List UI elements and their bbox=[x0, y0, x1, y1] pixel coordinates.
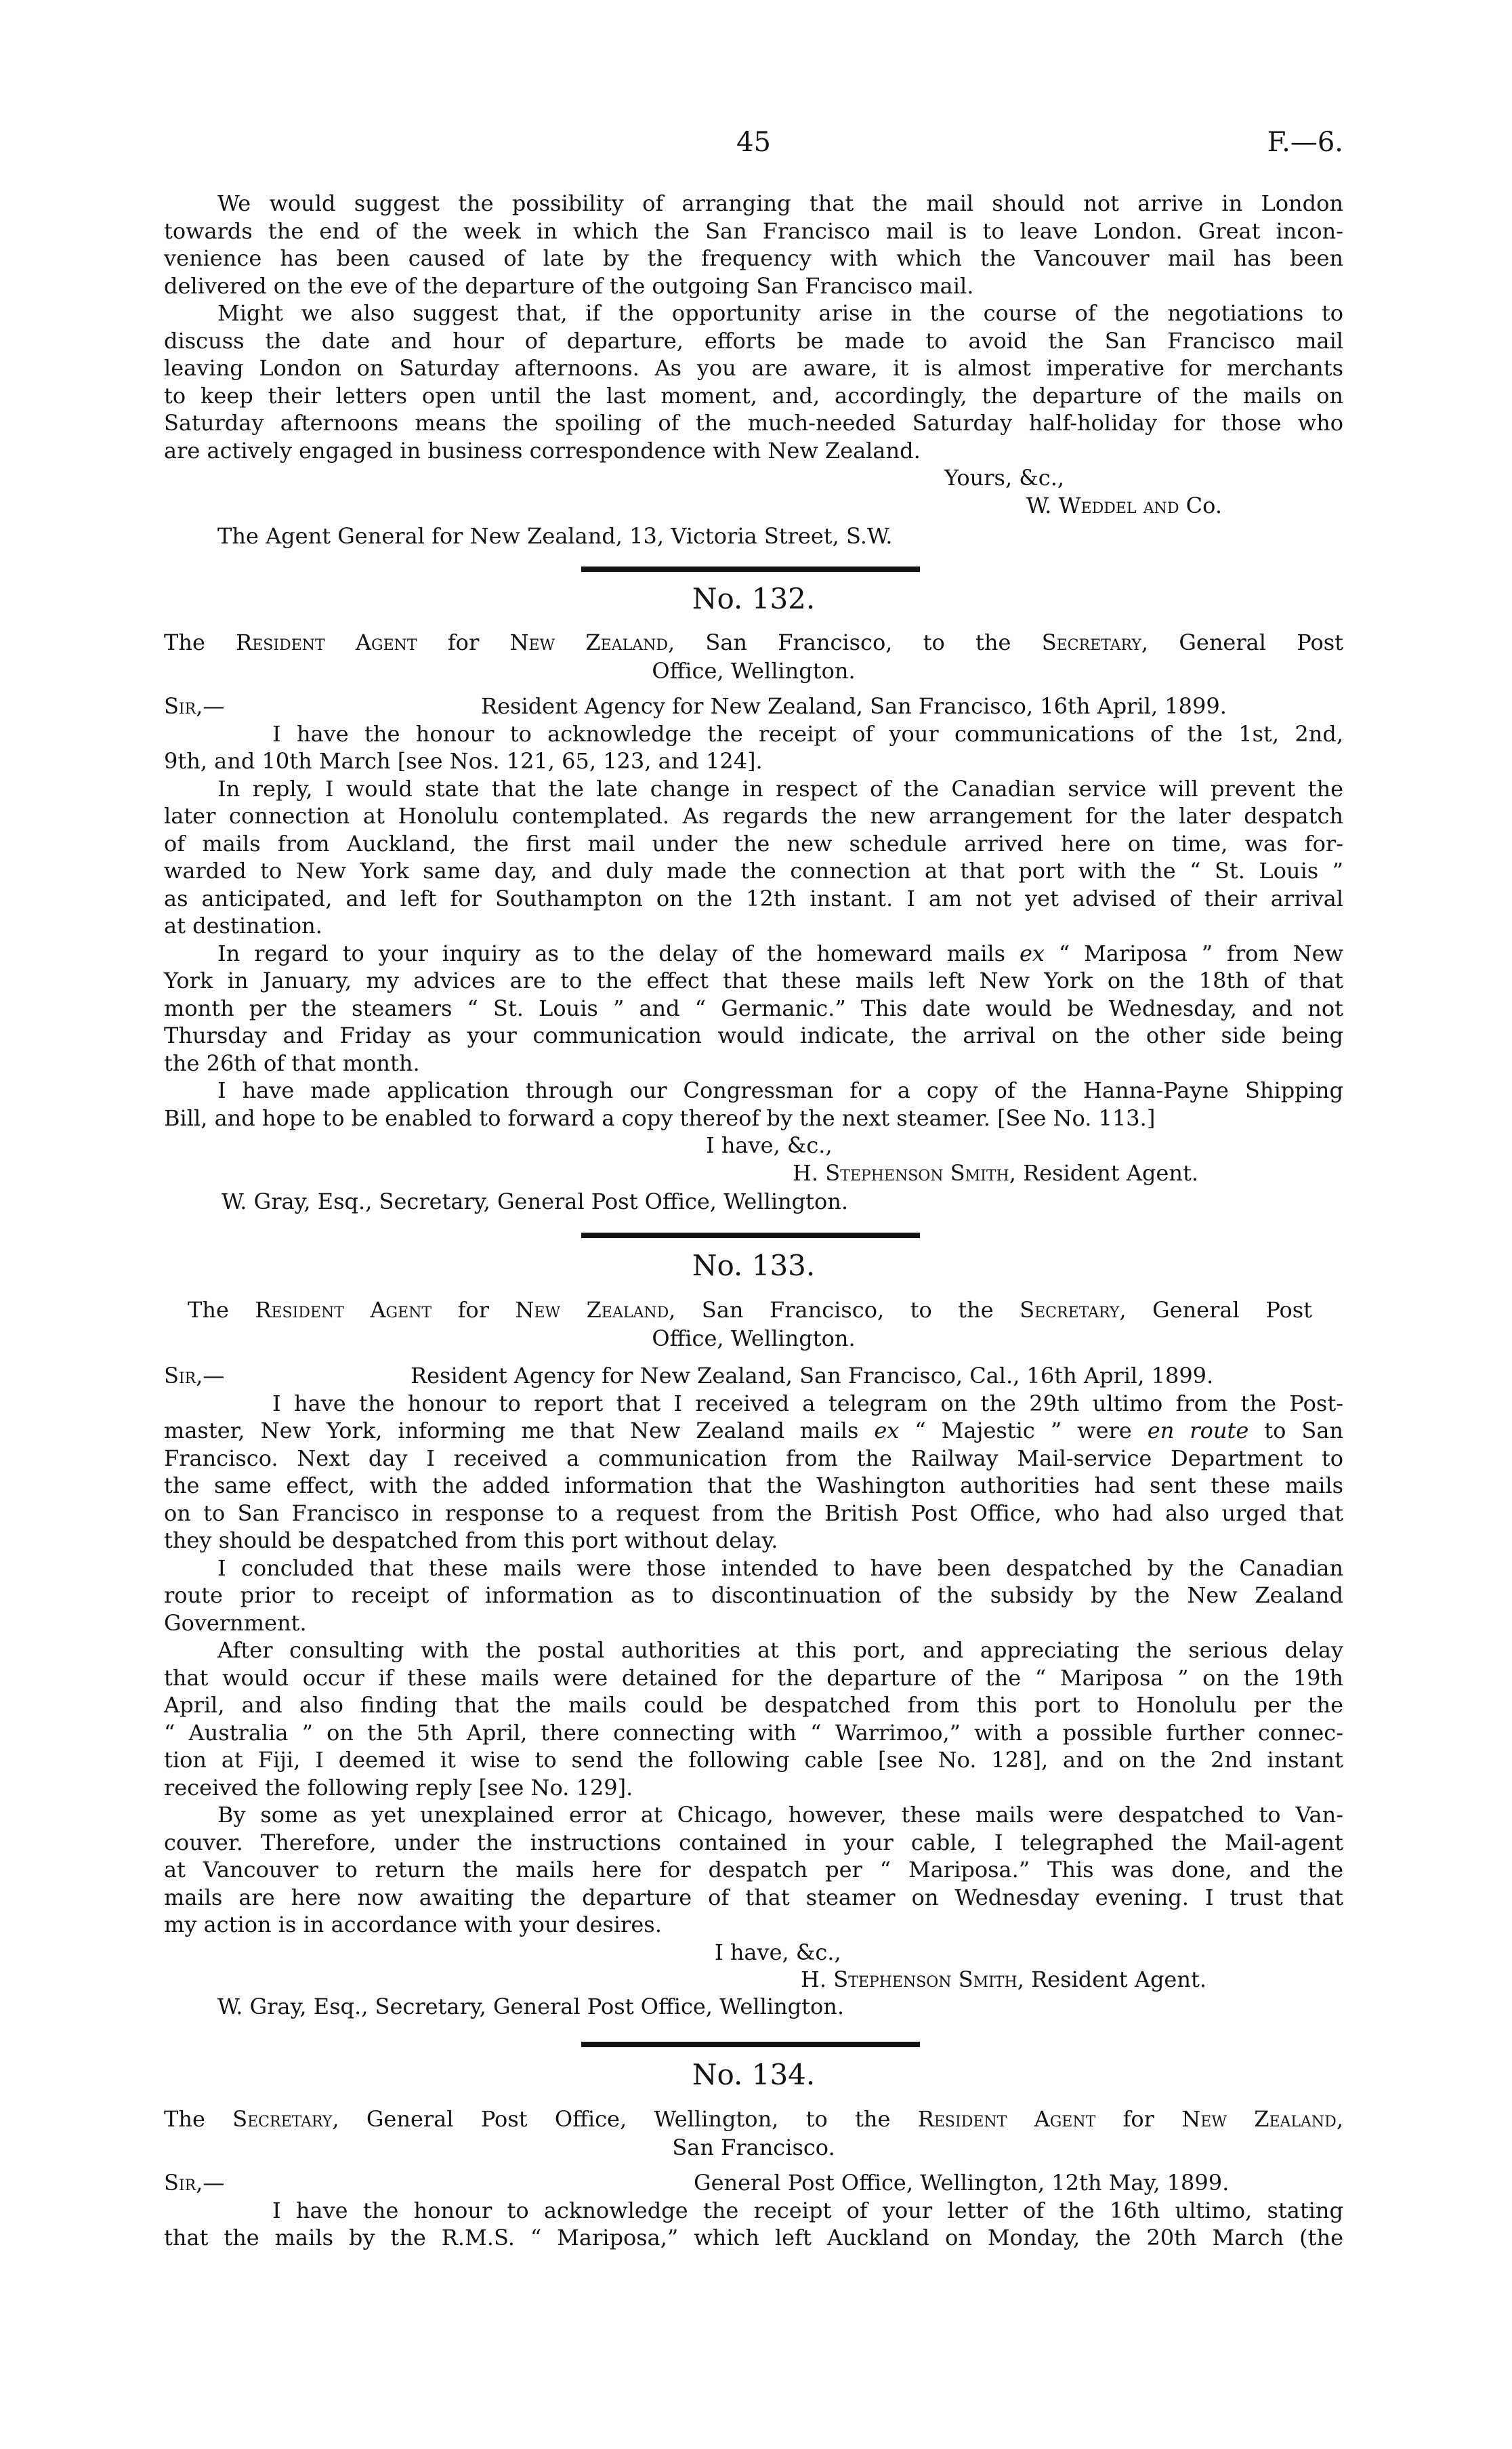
small-caps-text: Secretary bbox=[1020, 1297, 1120, 1323]
closing-line: I have, &c., bbox=[715, 1939, 841, 1965]
paragraph-line: Thursday and Friday as your communication would indicate, the arrival on the other side being bbox=[164, 1023, 1343, 1048]
paragraph-line: I have the honour to acknowledge the receipt of your communications of the 1st, 2nd, bbox=[272, 720, 1343, 747]
paragraph-line: discuss the date and hour of departure, efforts be made to avoid the San Francisco mail bbox=[164, 327, 1343, 354]
paragraph-line: Government. bbox=[164, 1609, 307, 1636]
closing-line: Yours, &c., bbox=[944, 465, 1065, 491]
italic-text: ex bbox=[874, 1418, 900, 1443]
paragraph-line: received the following reply [see No. 129]. bbox=[164, 1774, 633, 1800]
paragraph-line bbox=[164, 1417, 1343, 1444]
paragraph-line: I have the honour to report that I received a telegram on the 29th ultimo from the Post- bbox=[272, 1390, 1343, 1416]
small-caps-text: Resident Agent bbox=[255, 1297, 432, 1323]
paragraph-line: on to San Francisco in response to a request from the British Post Office, who had also urged that bbox=[164, 1500, 1343, 1526]
dateline: Resident Agency for New Zealand, San Francisco, Cal., 16th April, 1899. bbox=[411, 1363, 1214, 1388]
letter-heading-line: San Francisco. bbox=[672, 2135, 835, 2160]
text-segment: H. bbox=[793, 1159, 826, 1186]
text-segment: W. bbox=[1026, 492, 1059, 518]
small-caps-text: New Zealand bbox=[509, 630, 668, 655]
letter-heading-line bbox=[164, 2105, 1343, 2133]
paragraph-line: of mails from Auckland, the first mail under the new schedule arrived here on time, was for- bbox=[164, 830, 1343, 857]
text-segment: for bbox=[417, 630, 510, 655]
text-segment: The bbox=[164, 630, 236, 655]
dateline: General Post Office, Wellington, 12th May, 1899. bbox=[694, 2170, 1230, 2196]
paragraph-line: I have made application through our Congressman for a copy of the Hanna-Payne Shipping bbox=[217, 1077, 1343, 1103]
text-segment: to San bbox=[1248, 1418, 1344, 1443]
text-segment: ,— bbox=[196, 1363, 225, 1388]
letter-number: No. 132. bbox=[692, 582, 816, 615]
paragraph-line: By some as yet unexplained error at Chicago, however, these mails were despatched to Van- bbox=[217, 1802, 1343, 1828]
addressee: W. Gray, Esq., Secretary, General Post Office, Wellington. bbox=[217, 1994, 845, 2019]
paragraph-line: York in January, my advices are to the effect that these mails left New York on the 18th of that bbox=[164, 968, 1343, 993]
paragraph-line: Might we also suggest that, if the opportunity arise in the course of the negotiations to bbox=[217, 300, 1343, 326]
text-segment: The bbox=[164, 2106, 233, 2132]
small-caps-text: Sir bbox=[164, 1363, 196, 1388]
italic-text: ex bbox=[1019, 940, 1045, 966]
paragraph-line: couver. Therefore, under the instructions contained in your cable, I telegraphed the Mail-agent bbox=[164, 1829, 1343, 1855]
paragraph-line: are actively engaged in business correspondence with New Zealand. bbox=[164, 437, 921, 464]
paragraph-line: Bill, and hope to be enabled to forward a copy thereof by the next steamer. [See No. 113.] bbox=[164, 1105, 1156, 1131]
paragraph-line: tion at Fiji, I deemed it wise to send the following cable [see No. 128], and on the 2nd instant bbox=[164, 1747, 1343, 1773]
paragraph-line: After consulting with the postal authorities at this port, and appreciating the serious delay bbox=[217, 1637, 1343, 1663]
paragraph-line: leaving London on Saturday afternoons. As you are aware, it is almost imperative for merchants bbox=[164, 355, 1343, 381]
letter-heading-line bbox=[188, 1296, 1312, 1323]
salutation-line bbox=[164, 693, 1343, 720]
paragraph-line: the same effect, with the added information that the Washington authorities had sent these mails bbox=[164, 1473, 1343, 1498]
paragraph-line: April, and also finding that the mails could be despatched from this port to Honolulu per the bbox=[164, 1692, 1343, 1718]
small-caps-text: Stephenson Smith bbox=[833, 1967, 1017, 1992]
letter-heading-line: Office, Wellington. bbox=[652, 658, 856, 684]
text-segment: Co. bbox=[1179, 492, 1223, 518]
paragraph-line: at destination. bbox=[164, 913, 322, 939]
text-segment: H. bbox=[801, 1967, 834, 1992]
small-caps-text: New Zealand bbox=[1181, 2106, 1337, 2132]
dateline: Resident Agency for New Zealand, San Francisco, 16th April, 1899. bbox=[481, 693, 1227, 719]
signature bbox=[1026, 492, 1222, 519]
salutation-line bbox=[164, 2169, 1343, 2196]
paragraph-line: my action is in accordance with your desires. bbox=[164, 1912, 662, 1937]
text-segment: “ Majestic ” were bbox=[899, 1418, 1148, 1443]
paragraph-line bbox=[164, 940, 1343, 967]
text-segment: , General Post Office, Wellington, to the bbox=[332, 2106, 918, 2132]
salutation-line bbox=[164, 1362, 1343, 1389]
text-segment: , General Post bbox=[1141, 630, 1344, 655]
text-segment: master, New York, informing me that New Zealand mails bbox=[164, 1418, 875, 1443]
paragraph-line: Saturday afternoons means the spoiling of the much-needed Saturday half-holiday for those who bbox=[164, 410, 1343, 436]
paragraph-line: as anticipated, and left for Southampton on the 12th instant. I am not yet advised of their arrival bbox=[164, 885, 1343, 911]
closing-line: I have, &c., bbox=[706, 1132, 833, 1158]
paragraph-line: later connection at Honolulu contemplated. As regards the new arrangement for the later despatch bbox=[164, 803, 1343, 829]
text-segment: , San Francisco, to the bbox=[669, 1297, 1020, 1323]
paragraph-line: month per the steamers “ St. Louis ” and “ Germanic.” This date would be Wednesday, and not bbox=[164, 995, 1343, 1021]
signature bbox=[801, 1966, 1206, 1993]
text-segment: , bbox=[1336, 2106, 1343, 2132]
text-segment: In regard to your inquiry as to the delay of the homeward mails bbox=[217, 940, 1020, 966]
page-number: 45 bbox=[736, 127, 771, 158]
paragraph-line: the 26th of that month. bbox=[164, 1050, 420, 1076]
paragraph-line: delivered on the eve of the departure of the outgoing San Francisco mail. bbox=[164, 272, 974, 299]
section-divider bbox=[581, 2042, 920, 2047]
italic-text: en route bbox=[1147, 1418, 1249, 1443]
small-caps-text: Secretary bbox=[232, 2106, 333, 2132]
paragraph-line: that the mails by the R.M.S. “ Mariposa,” which left Auckland on Monday, the 20th March (the bbox=[164, 2225, 1343, 2250]
paragraph-line: they should be despatched from this port without delay. bbox=[164, 1527, 778, 1553]
small-caps-text: Sir bbox=[164, 693, 196, 719]
paragraph-line: I have the honour to acknowledge the receipt of your letter of the 16th ultimo, stating bbox=[272, 2197, 1343, 2223]
letter-number: No. 133. bbox=[692, 1249, 816, 1282]
paragraph-line: We would suggest the possibility of arranging that the mail should not arrive in London bbox=[217, 190, 1343, 216]
addressee: W. Gray, Esq., Secretary, General Post Office, Wellington. bbox=[222, 1188, 849, 1214]
text-segment: “ Mariposa ” from New bbox=[1044, 940, 1344, 966]
paragraph-line: In reply, I would state that the late change in respect of the Canadian service will prevent the bbox=[217, 775, 1343, 802]
text-segment: , San Francisco, to the bbox=[668, 630, 1042, 655]
paragraph-line: towards the end of the week in which the San Francisco mail is to leave London. Great incon- bbox=[164, 218, 1343, 244]
text-segment: ,— bbox=[196, 2170, 225, 2196]
paragraph-line: to keep their letters open until the last moment, and, accordingly, the departure of the mails on bbox=[164, 382, 1343, 409]
letter-heading-line: Office, Wellington. bbox=[652, 1325, 856, 1351]
text-segment: , General Post bbox=[1119, 1297, 1313, 1323]
paragraph-line: venience has been caused of late by the frequency with which the Vancouver mail has been bbox=[164, 245, 1343, 271]
text-segment: , Resident Agent. bbox=[1009, 1159, 1198, 1186]
text-segment: , Resident Agent. bbox=[1017, 1967, 1206, 1992]
small-caps-text: Resident Agent bbox=[917, 2106, 1096, 2132]
paragraph-line: that would occur if these mails were detained for the departure of the “ Mariposa ” on the 19th bbox=[164, 1664, 1343, 1691]
signature bbox=[793, 1159, 1198, 1187]
text-segment: for bbox=[1095, 2106, 1182, 2132]
small-caps-text: New Zealand bbox=[515, 1297, 669, 1323]
document-reference: F.—6. bbox=[1267, 127, 1343, 158]
section-divider bbox=[581, 1233, 920, 1238]
text-segment: ,— bbox=[196, 693, 225, 719]
paragraph-line: warded to New York same day, and duly made the connection at that port with the “ St. Louis ” bbox=[164, 858, 1343, 884]
letter-number: No. 134. bbox=[692, 2058, 816, 2091]
small-caps-text: Sir bbox=[164, 2170, 196, 2196]
paragraph-line: “ Australia ” on the 5th April, there connecting with “ Warrimoo,” with a possible further connec- bbox=[164, 1719, 1343, 1746]
section-divider bbox=[581, 567, 920, 572]
paragraph-line: mails are here now awaiting the departure of that steamer on Wednesday evening. I trust that bbox=[164, 1884, 1343, 1910]
paragraph-line: route prior to receipt of information as to discontinuation of the subsidy by the New Zealand bbox=[164, 1582, 1343, 1608]
paragraph-line: at Vancouver to return the mails here for despatch per “ Mariposa.” This was done, and the bbox=[164, 1857, 1343, 1882]
small-caps-text: Resident Agent bbox=[236, 630, 417, 655]
addressee: The Agent General for New Zealand, 13, Victoria Street, S.W. bbox=[217, 522, 893, 549]
small-caps-text: Stephenson Smith bbox=[825, 1159, 1009, 1186]
small-caps-text: Secretary bbox=[1041, 630, 1141, 655]
text-segment: The bbox=[188, 1297, 255, 1323]
small-caps-text: Weddel and bbox=[1058, 492, 1179, 518]
paragraph-line: Francisco. Next day I received a communication from the Railway Mail-service Department to bbox=[164, 1445, 1343, 1471]
letter-heading-line bbox=[164, 629, 1343, 656]
paragraph-line: I concluded that these mails were those intended to have been despatched by the Canadian bbox=[217, 1555, 1343, 1581]
paragraph-line: 9th, and 10th March [see Nos. 121, 65, 123, and 124]. bbox=[164, 748, 763, 774]
text-segment: for bbox=[432, 1297, 516, 1323]
